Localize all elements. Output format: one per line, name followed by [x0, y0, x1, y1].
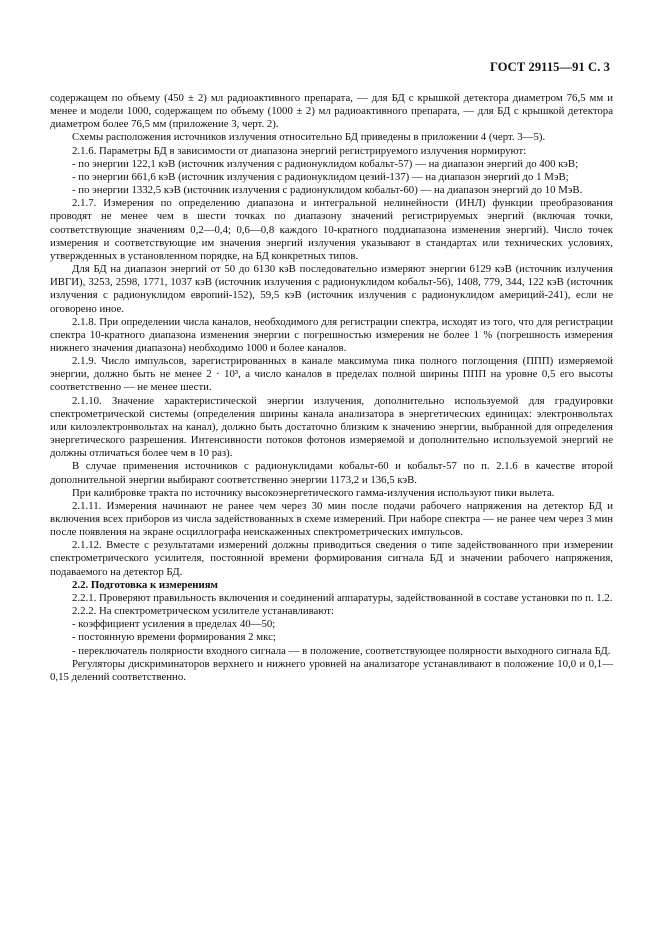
page-header: ГОСТ 29115—91 С. 3: [489, 60, 610, 74]
paragraph: 2.1.6. Параметры БД в зависимости от диапазона энергий регистрируемого излучения нормируют:: [72, 144, 527, 157]
paragraph: 2.1.7. Измерения по определению диапазона и интегральной нелинейности (ИНЛ) функции преобразования проводят не менее чем в шести точках по диапазону значений регистрируемых энергий (включая точки, соответствующие значениям 0,2—0,4; 0,6—0,8 каждого 10-кратного поддиапазона изменения энергий). Число точек измерения и соответствующие им значения энергий излучения указывают в стандартах или технических условиях, утвержденных в установленном порядке, на БД конкретных типов.: [50, 197, 613, 262]
paragraph: 2.1.10. Значение характеристической энергии излучения, дополнительно используемой для градуировки спектрометрической системы (определения ширины канала анализатора в энергетических единицах: электронвольтах или килоэлектронвольтах на канал), должно быть достаточно близким к значению энергии, выбранной для определения энергетического разрешения. Интенсивности потоков фотонов измеряемой и дополнительно используемой энергий не должны отличаться более чем в 10 раз).: [50, 394, 613, 460]
paragraph: Для БД на диапазон энергий от 50 до 6130 кэВ последовательно измеряют энергии 6129 кэВ (источник излучения ИВГИ), 3253, 2598, 1771, 1037 кэВ (источник излучения с радионуклидом кобальт-56), 1408, 779, 344, 122 кэВ (источник излучения с радионуклидом европий-152), 59,5 кэВ (источник излучения с радионуклидом америций-241), если не оговорено иное.: [50, 263, 613, 315]
list-item: - постоянную времени формирования 2 мкс;: [72, 631, 276, 644]
paragraph: В случае применения источников с радионуклидами кобальт-60 и кобальт-57 по п. 2.1.6 в качестве второй дополнительной энергии выбирают соответственно энергии 1173,2 и 136,5 кэВ.: [50, 460, 613, 486]
paragraph: содержащем по объему (450 ± 2) мл радиоактивного препарата, — для БД с крышкой детектора диаметром 76,5 мм и менее и модели 1000, содержащем по объему (1000 ± 2) мл радиоактивного препарата, — для БД с крышкой детектора диаметром более 76,5 мм (приложение 3, черт. 2).: [50, 92, 613, 131]
paragraph: Схемы расположения источников излучения относительно БД приведены в приложении 4 (черт. 3—5).: [72, 131, 546, 144]
paragraph: Регуляторы дискриминаторов верхнего и нижнего уровней на анализаторе устанавливают в положение 10,0 и 0,1—0,15 делений соответственно.: [50, 657, 613, 683]
section-heading: 2.2. Подготовка к измерениям: [72, 578, 218, 591]
list-item: - по энергии 661,6 кэВ (источник излучения с радионуклидом цезий-137) — на диапазон энергий до 1 МэВ;: [72, 170, 569, 183]
paragraph: 2.2.2. На спектрометрическом усилителе устанавливают:: [72, 605, 334, 618]
paragraph: 2.1.9. Число импульсов, зарегистрированных в канале максимума пика полного поглощения (ППП) измеряемой энергии, должно быть не менее 2 · 10³, а число каналов в пределах полной ширины ППП на уровне 0,5 его высоты соответственно — не менее шести.: [50, 355, 613, 394]
paragraph: При калибровке тракта по источнику высокоэнергетического гамма-излучения используют пики вылета.: [72, 486, 555, 499]
list-item: - переключатель полярности входного сигнала — в положение, соответствующее полярности выходного сигнала БД.: [72, 644, 611, 657]
paragraph: 2.1.11. Измерения начинают не ранее чем через 30 мин после подачи рабочего напряжения на детектор БД и включения всех приборов из числа задействованных в схеме измерений. При наборе спектра — не ранее чем через 3 мин после появления на экране осциллографа неискаженных спектрометрических импульсов.: [50, 499, 613, 539]
list-item: - коэффициент усиления в пределах 40—50;: [72, 618, 276, 631]
paragraph: 2.1.12. Вместе с результатами измерений должны приводиться сведения о типе задействованного при измерении спектрометрического усилителя, постоянной времени формирования сигнала БД и значении рабочего напряжения, подаваемого на детектор БД.: [50, 539, 613, 578]
list-item: - по энергии 1332,5 кэВ (источник излучения с радионуклидом кобальт-60) — на диапазон энергий до 10 МэВ.: [72, 184, 583, 197]
paragraph: 2.2.1. Проверяют правильность включения и соединений аппаратуры, задействованной в составе установки по п. 1.2.: [72, 591, 613, 604]
document-body: [50, 92, 613, 684]
paragraph: 2.1.8. При определении числа каналов, необходимого для регистрации спектра, исходят из того, что для регистрации спектра 10-кратного диапазона изменения энергии с погрешностью измерения не более 1 % (погрешность измерения нижнего значения диапазона) необходимо 1000 и более каналов.: [50, 315, 613, 354]
list-item: - по энергии 122,1 кэВ (источник излучения с радионуклидом кобальт-57) — на диапазон энергий до 400 кэВ;: [72, 157, 579, 170]
